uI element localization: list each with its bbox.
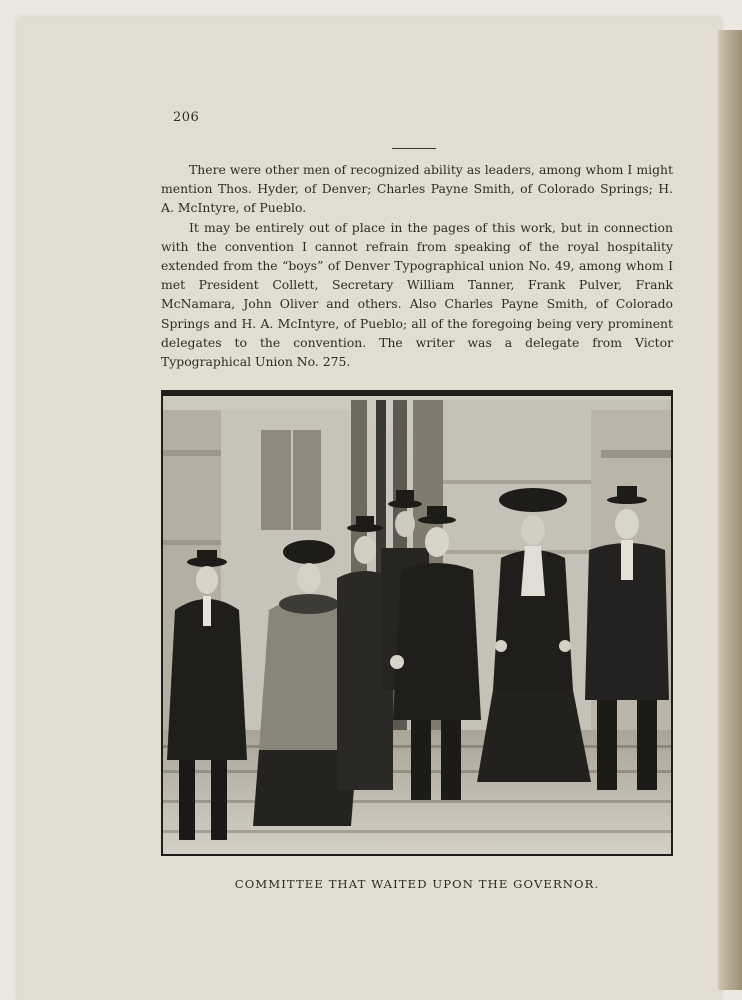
- page-number: 206: [173, 110, 200, 125]
- paragraph-1: There were other men of recognized ability as leaders, among whom I might mention Thos. Hyder, of Denver; Charles Payne Smith, of Colorado Springs; H. A. McIntyre, of Pueblo.: [161, 162, 673, 216]
- photo-caption: COMMITTEE THAT WAITED UPON THE GOVERNOR.: [234, 877, 600, 891]
- section-divider: [392, 148, 436, 149]
- group-photograph: [161, 390, 673, 856]
- book-binding-edge: [718, 30, 742, 990]
- book-page: [18, 18, 720, 1000]
- paragraph-2: It may be entirely out of place in the pages of this work, but in connection with the convention I cannot refrain from speaking of the royal hospitality extended from the “boys” of Denver Typographical union No. 49, among whom I met President Collett, Secretary William Tanner, Frank Pulver, Frank McNamara, John Oliver and others. Also Charles Payne Smith, of Colorado Springs and H. A. McIntyre, of Pueblo; all of the foregoing being very prominent delegates to the convention. The writer was a delegate from Victor Typographical Union No. 275.: [161, 219, 673, 370]
- body-text: [161, 160, 673, 371]
